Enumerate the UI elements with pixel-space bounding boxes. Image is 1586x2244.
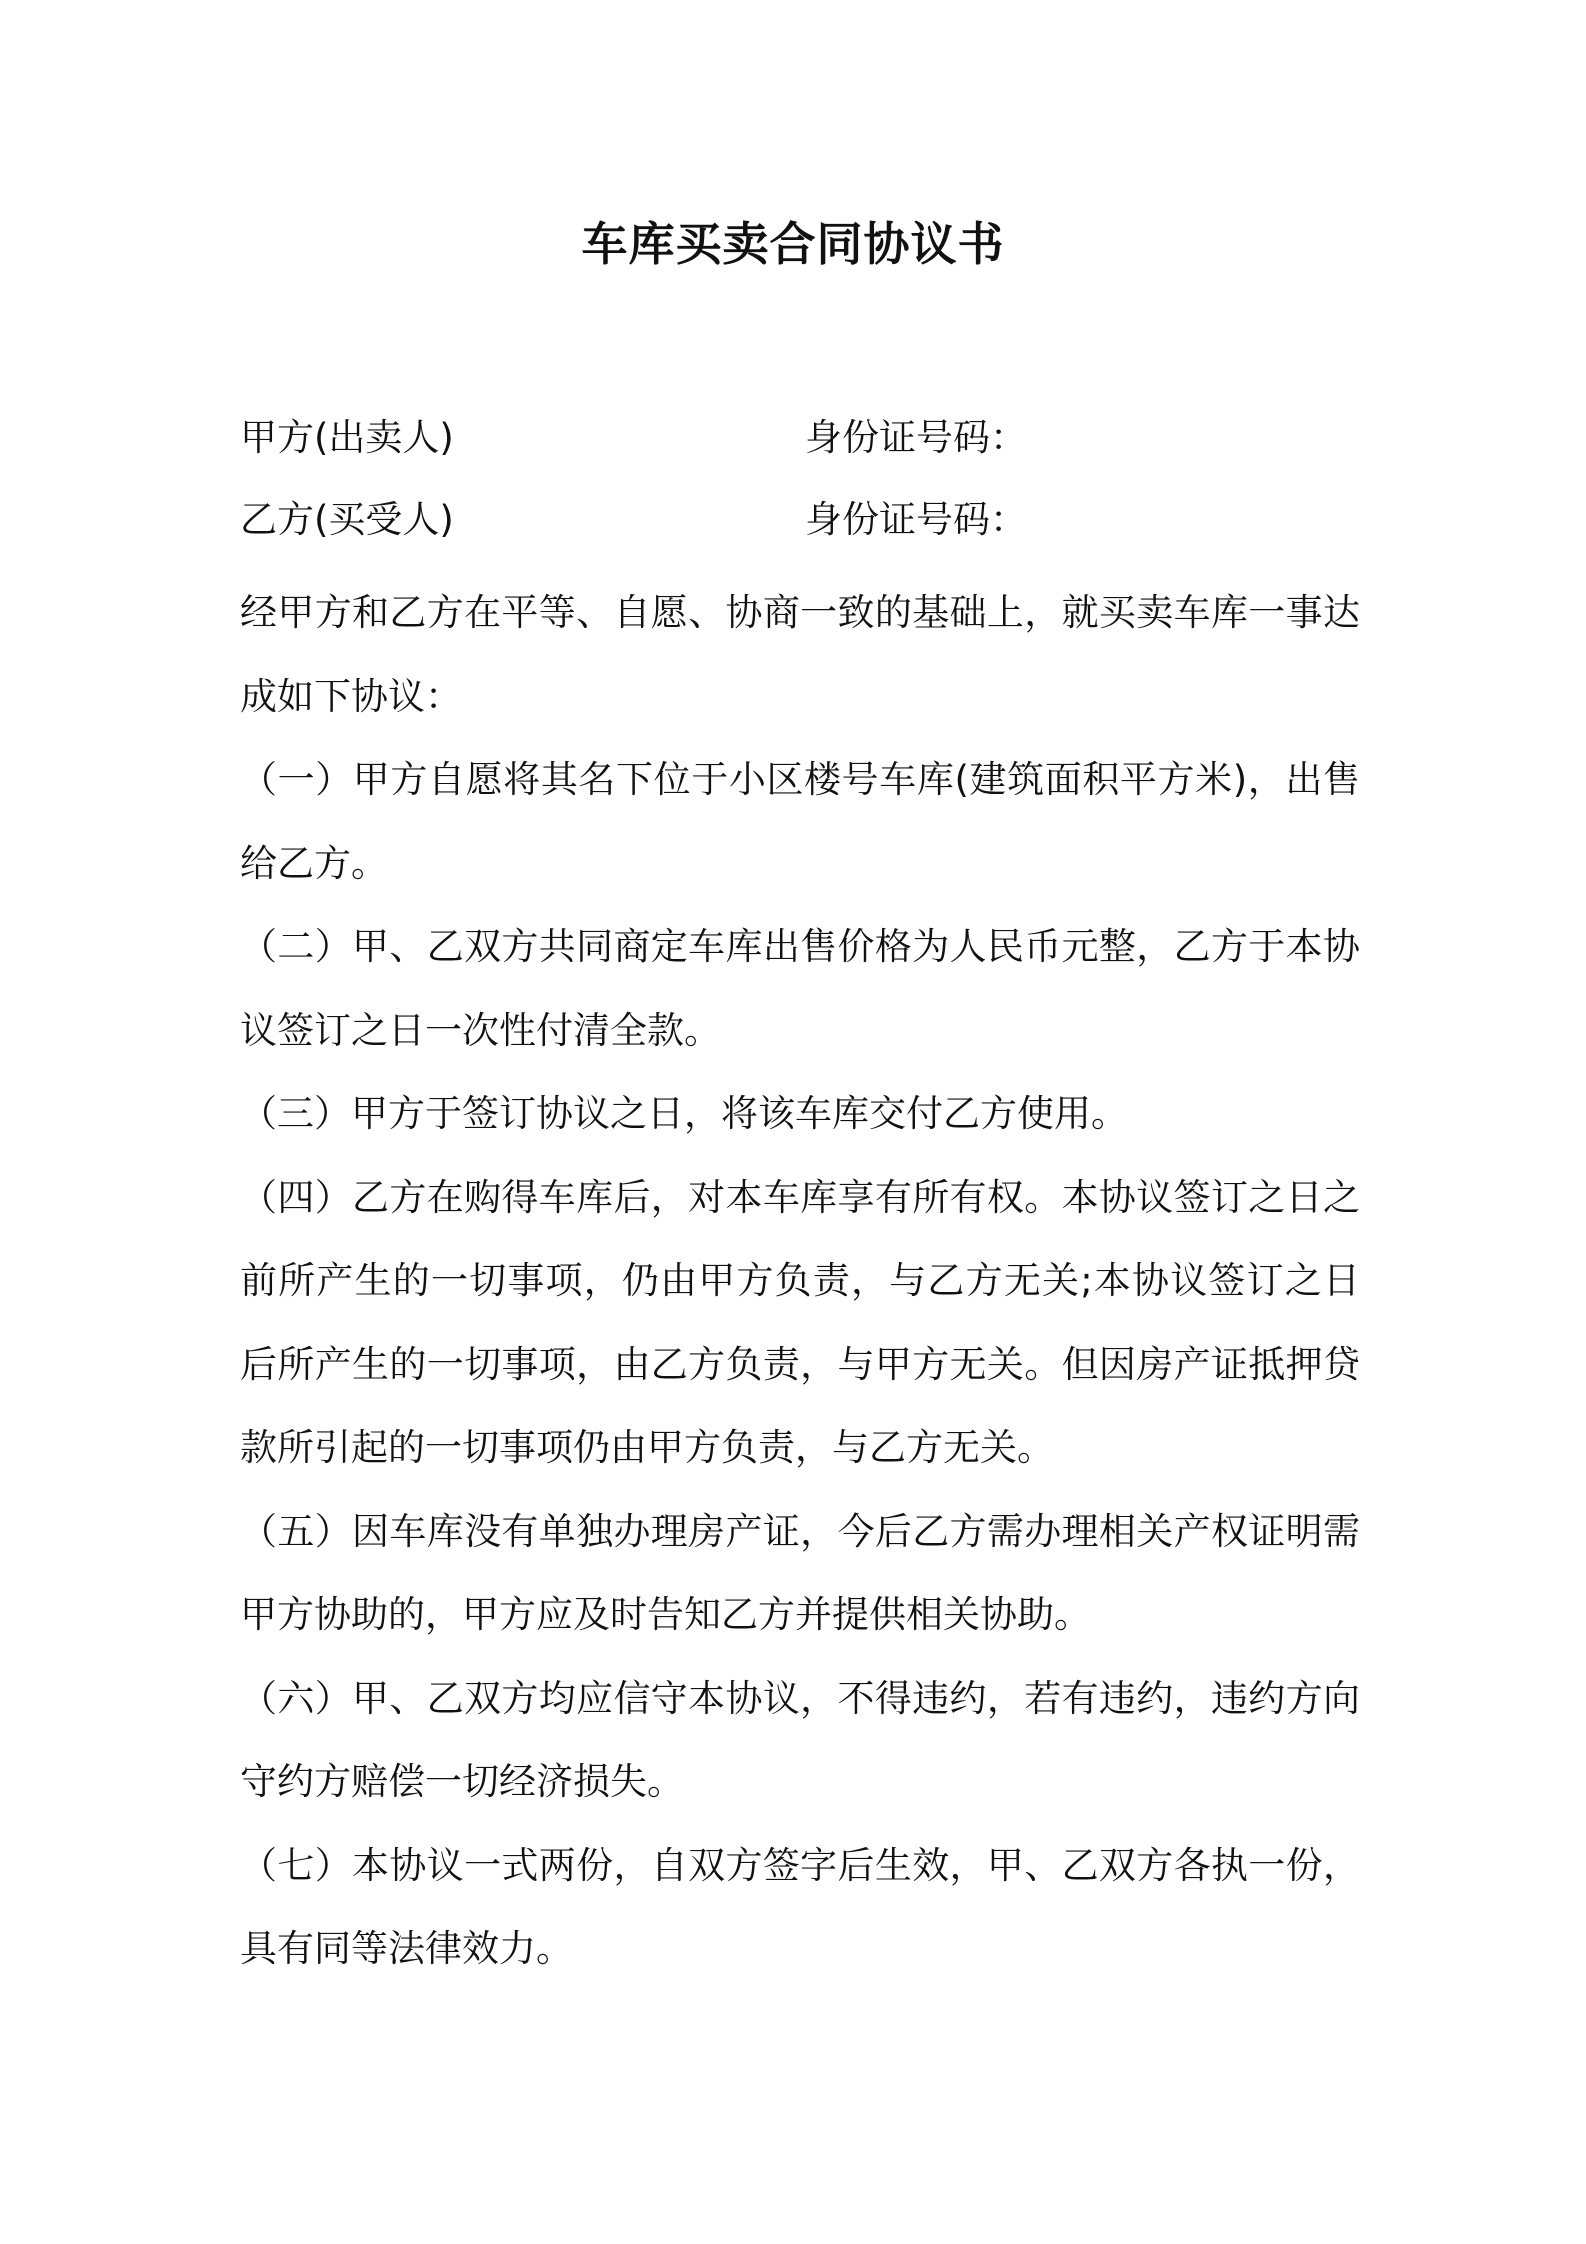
document-title: 车库买卖合同协议书: [581, 217, 1005, 271]
clause-1: （一）甲方自愿将其名下位于小区楼号车库(建筑面积平方米)，出售给乙方。: [240, 758, 1360, 885]
party-a-label: 甲方(出卖人): [240, 416, 454, 459]
clause-6: （六）甲、乙双方均应信守本协议，不得违约，若有违约，违约方向守约方赔偿一切经济损失。: [240, 1676, 1360, 1803]
party-b-label: 乙方(买受人): [240, 498, 454, 541]
party-a-row: [240, 408, 1360, 468]
clause-3: （三）甲方于签订协议之日，将该车库交付乙方使用。: [240, 1092, 1128, 1135]
clause-4: （四）乙方在购得车库后，对本车库享有所有权。本协议签订之日之前所产生的一切事项，仍由甲方负责，与乙方无关;本协议签订之日后所产生的一切事项，由乙方负责，与甲方无关。但因房产证抵押贷款所引起的一切事项仍由甲方负责，与乙方无关。: [240, 1175, 1360, 1469]
clause-5: （五）因车库没有单独办理房产证，今后乙方需办理相关产权证明需甲方协助的，甲方应及时告知乙方并提供相关协助。: [240, 1509, 1360, 1636]
party-a-id-label: 身份证号码：: [805, 416, 1027, 459]
clause-7: （七）本协议一式两份，自双方签字后生效，甲、乙双方各执一份，具有同等法律效力。: [240, 1843, 1360, 1970]
party-b-row: [240, 490, 1360, 550]
intro-paragraph: 经甲方和乙方在平等、自愿、协商一致的基础上，就买卖车库一事达成如下协议：: [240, 591, 1360, 718]
contract-body: [240, 571, 1360, 1991]
party-b-id-label: 身份证号码：: [805, 498, 1027, 541]
clause-2: （二）甲、乙双方共同商定车库出售价格为人民币元整，乙方于本协议签订之日一次性付清全款。: [240, 925, 1360, 1052]
